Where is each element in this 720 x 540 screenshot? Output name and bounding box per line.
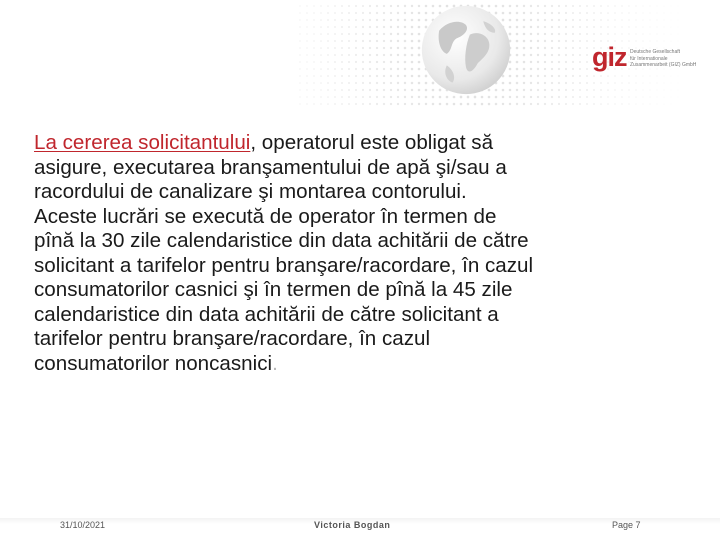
globe-icon: [418, 2, 514, 98]
footer-author: Victoria Bogdan: [314, 520, 391, 530]
footer-page-number: Page 7: [612, 520, 641, 530]
body-text: , operatorul este obligat să asigure, executarea branşamentului de apă şi/sau a racordului de canalizare şi montarea contorului. Aceste lucrări se execută de operator în termen de pînă la 30 zile calendaristice din data achitării de către solicitant a tarifelor pentru branşare/racordare, în cazul consumatorilor casnici şi în termen de pînă la 45 zile calendaristice din data achitării de către solicitant a tarifelor pentru branşare/racordare, în cazul consumatorilor noncasnici: [34, 131, 534, 375]
footer-date: 31/10/2021: [60, 520, 106, 530]
lead-phrase: La cererea solicitantului: [34, 131, 251, 154]
logo-line: für Internationale: [630, 55, 668, 62]
body-paragraph: [34, 131, 718, 376]
logo-subtitle: [630, 49, 720, 69]
logo-line: Deutsche Gesellschaft: [630, 49, 681, 55]
footer: [0, 512, 720, 540]
end-period: .: [272, 351, 278, 375]
logo-line: Zusammenarbeit (GIZ) GmbH: [630, 62, 697, 68]
giz-logo: [592, 44, 712, 74]
logo-mark: giz: [592, 42, 627, 72]
